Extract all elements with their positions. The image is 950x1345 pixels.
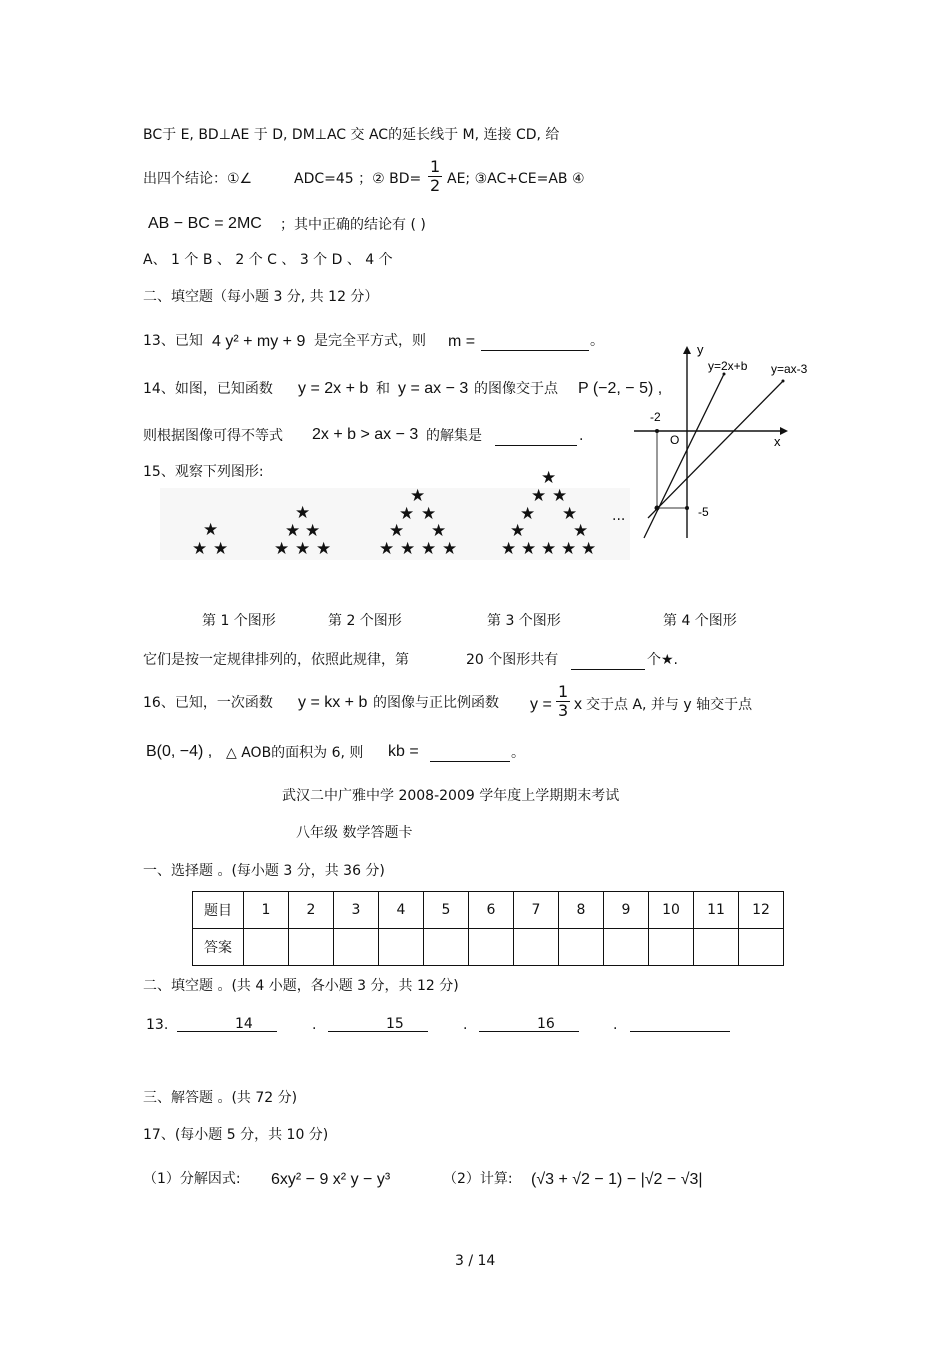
blank-line-13[interactable] [177,1030,277,1032]
x-axis-label: x [774,434,781,449]
blank-line-16[interactable] [630,1030,730,1032]
q13-var: m = [448,333,476,350]
q15-blank [571,655,645,670]
q16-end: 。 [511,745,525,761]
function-graph [620,340,830,540]
star: ★ [203,520,219,540]
question-number: 7 [514,892,559,929]
figures-ellipsis: ··· [612,512,626,528]
answer-cell[interactable] [604,929,649,966]
q17-header: 17、(每小题 5 分，共 10 分) [143,1127,329,1143]
tick-minus2: -2 [650,410,661,424]
page-number: 3 / 14 [455,1253,496,1269]
q14-blank [495,431,577,446]
q14-line2-start: 则根据图像可得不等式 [143,428,283,444]
blank-label-15: 15 [386,1016,404,1032]
q16-function1: y = kx + b [298,694,368,711]
q13-expression: 4 y² + my + 9 [212,333,306,350]
q17-part2-expression: (√3 + √2 − 1) − |√2 − √3| [531,1171,703,1188]
answer-section3: 三、解答题 。(共 72 分) [143,1090,298,1106]
table-row [193,892,784,929]
q15-prefix: 15、观察下列图形: [143,464,264,480]
star: ★ [285,521,301,541]
star: ★ [399,504,415,524]
q14-function1: y = 2x + b [298,380,369,397]
q16-blank [430,747,510,762]
question-number: 10 [649,892,694,929]
star: ★ [295,539,311,559]
star: ★ [431,521,447,541]
blank-line-14[interactable] [328,1030,428,1032]
star: ★ [531,486,547,506]
answer-cell[interactable] [739,929,784,966]
y-axis-label: y [697,342,704,357]
y-axis-arrow [683,346,691,354]
answer-cell[interactable] [424,929,469,966]
star: ★ [510,521,526,541]
star: ★ [541,468,557,488]
answer-card-title: 武汉二中广雅中学 2008-2009 学年度上学期期末考试 [282,788,620,804]
star: ★ [379,539,395,559]
q15-rule-end: 个★. [647,652,679,668]
q14-middle: 的图像交于点 [474,381,558,397]
answer-cell[interactable] [694,929,739,966]
answer-section1: 一、选择题 。(每小题 3 分，共 36 分) [143,863,385,879]
q14-prefix: 14、如图，已知函数 [143,381,273,397]
line2-label: y=ax-3 [771,362,808,376]
q12-frac-den: 2 [430,176,441,196]
answer-section2: 二、填空题 。(共 4 小题，各小题 3 分，共 12 分) [143,978,459,994]
star: ★ [581,539,597,559]
q17-part2-label: （2）计算: [443,1171,513,1187]
q14-inequality: 2x + b > ax − 3 [312,426,419,443]
answer-cell[interactable] [289,929,334,966]
question-number: 11 [694,892,739,929]
q16-var: kb = [388,743,419,760]
caption-2: 第 2 个图形 [328,613,402,629]
question-number: 8 [559,892,604,929]
q13-middle: 是完全平方式，则 [314,333,426,349]
q13-prefix: 13、已知 [143,333,203,349]
line-2x-plus-b [644,374,724,538]
star: ★ [295,503,311,523]
q15-rule-start: 它们是按一定规律排列的，依照此规律，第 [143,652,409,668]
question-number: 4 [379,892,424,929]
row-header-answer: 答案 [193,929,244,966]
caption-1: 第 1 个图形 [202,613,276,629]
star: ★ [400,539,416,559]
caption-3: 第 3 个图形 [487,613,561,629]
q14-line2-end: 的解集是 [426,428,482,444]
blank-label-13: 13. [146,1017,169,1033]
q16-tail: 交于点 A, 并与 y 轴交于点 [586,697,753,713]
star: ★ [541,539,557,559]
q12-line2-end: AE; ③AC+CE=AB ④ [447,171,585,187]
q13-blank [481,336,589,351]
q12-line2-mid: ADC=45 ；② BD= [294,171,422,187]
answer-cell[interactable] [559,929,604,966]
star: ★ [521,539,537,559]
q12-line1: BC于 E, BD⊥AE 于 D, DM⊥AC 交 AC的延长线于 M, 连接 CD, 给 [143,127,560,143]
q16-fraction [556,683,570,721]
q17-part1-label: （1）分解因式: [143,1171,241,1187]
answer-cell[interactable] [514,929,559,966]
q14-and: 和 [376,381,390,397]
blank-dot-16: . [613,1017,618,1033]
section2-header: 二、填空题（每小题 3 分, 共 12 分） [143,289,379,305]
star: ★ [561,539,577,559]
answer-card-subtitle: 八年级 数学答题卡 [296,825,413,841]
star: ★ [421,539,437,559]
star: ★ [421,504,437,524]
answer-cell[interactable] [334,929,379,966]
line-ax-minus-3 [648,381,783,518]
q12-frac-num: 1 [430,157,441,176]
star: ★ [552,486,568,506]
blank-label-16: 16 [537,1016,555,1032]
star: ★ [316,539,332,559]
q12-line3-text: ；其中正确的结论有 ( ) [280,217,426,233]
caption-4: 第 4 个图形 [663,613,737,629]
question-number: 6 [469,892,514,929]
intersection-point [655,506,660,511]
star: ★ [442,539,458,559]
star: ★ [192,539,208,559]
question-number: 12 [739,892,784,929]
q13-end: 。 [590,333,604,349]
blank-dot-14: . [312,1017,317,1033]
q16-function2-left: y = [530,696,552,713]
q14-end: . [579,428,584,444]
q14-point: P (−2, − 5) , [578,380,663,397]
question-number: 9 [604,892,649,929]
q16-function2-var: x [574,696,582,713]
line1-label: y=2x+b [708,359,748,373]
question-number: 2 [289,892,334,929]
star: ★ [520,504,536,524]
origin-label: O [670,433,680,447]
blank-line-15[interactable] [479,1030,579,1032]
question-number: 1 [244,892,289,929]
star: ★ [274,539,290,559]
star: ★ [305,521,321,541]
answer-cell[interactable] [244,929,289,966]
q16-middle: 的图像与正比例函数 [373,695,499,711]
q14-function2: y = ax − 3 [398,380,469,397]
q15-rule-mid: 20 个图形共有 [466,652,559,668]
star: ★ [573,521,589,541]
star: ★ [562,504,578,524]
q12-line2-start: 出四个结论：①∠ [143,171,253,187]
q16-point-b: B(0, −4) , [146,743,213,760]
q16-area-text: △ AOB的面积为 6, 则 [226,745,364,761]
x-axis-arrow [780,427,788,435]
answer-cell[interactable] [469,929,514,966]
star: ★ [501,539,517,559]
row-header-question: 题目 [193,892,244,929]
q12-line3-math: AB − BC = 2MC [148,215,262,232]
star: ★ [410,486,426,506]
table-row [193,929,784,966]
q17-part1-expression: 6xy² − 9 x² y − y³ [271,1171,391,1188]
answer-cell[interactable] [379,929,424,966]
q12-fraction [428,158,442,196]
q16-prefix: 16、已知，一次函数 [143,695,273,711]
q16-frac-den: 3 [558,701,569,721]
question-number: 3 [334,892,379,929]
star: ★ [389,521,405,541]
blank-label-14: 14 [235,1016,253,1032]
q16-frac-num: 1 [558,682,569,701]
tick-minus5: -5 [698,505,709,519]
blank-dot-15: . [463,1017,468,1033]
q12-options: A、 1 个 B 、 2 个 C 、 3 个 D 、 4 个 [143,252,393,268]
answer-table [192,891,784,966]
question-number: 5 [424,892,469,929]
star: ★ [213,539,229,559]
answer-cell[interactable] [649,929,694,966]
